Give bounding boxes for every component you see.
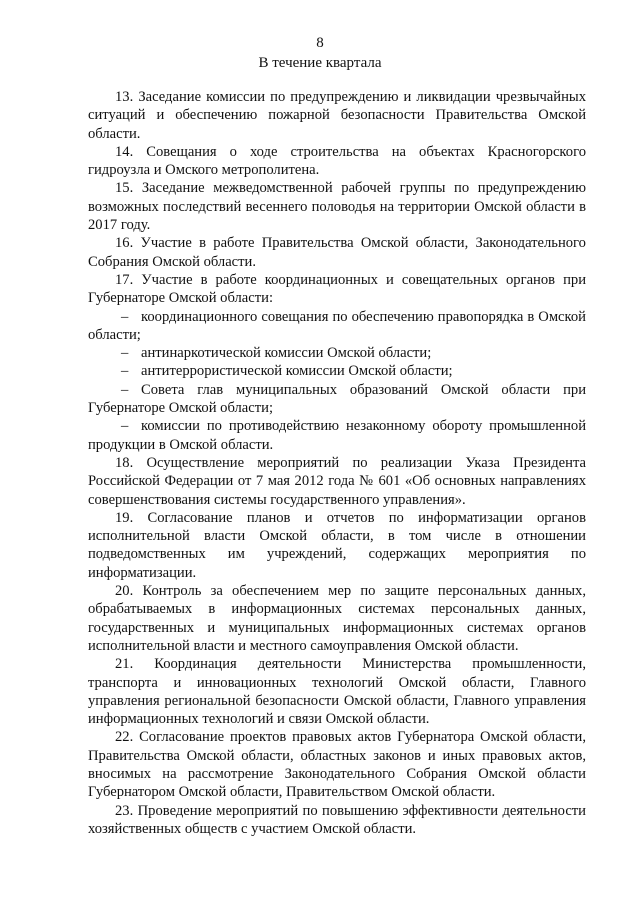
item-text: Координация деятельности Министерства промышленности, транспорта и инновационных технологий Омской области, Главного управления региональной безопасности Омской области, Главного управления информационных технологий и связи Омской области. — [88, 656, 586, 728]
plan-subitem — [88, 362, 586, 380]
plan-item-19 — [88, 509, 586, 582]
plan-subitem — [88, 417, 586, 454]
dash-marker: – — [121, 345, 129, 362]
item-text: Участие в работе координационных и совещательных органов при Губернаторе Омской области: — [88, 271, 586, 307]
item-number: 18. — [115, 454, 134, 471]
item-number: 21. — [115, 656, 134, 673]
plan-item-16 — [88, 234, 586, 271]
item-text: Проведение мероприятий по повышению эффективности деятельности хозяйственных обществ с участием Омской области. — [88, 802, 586, 837]
item-text: Контроль за обеспечением мер по защите персональных данных, обрабатываемых в информационных системах персональных данных, государственных и муниципальных информационных системах органов исполнительной власти и местного самоуправления Омской области. — [88, 583, 586, 654]
plan-item-20 — [88, 582, 586, 655]
item-number: 16. — [115, 235, 134, 252]
plan-item-14 — [88, 143, 586, 180]
plan-items-list — [88, 88, 586, 838]
item-text: Заседание межведомственной рабочей группы по предупреждению возможных последствий весеннего половодья на территории Омской области в 2017 году. — [88, 180, 586, 234]
item-text: Осуществление мероприятий по реализации Указа Президента Российской Федерации от 7 мая 2012 года № 601 «Об основных направлениях совершенствования системы государственного управления». — [88, 454, 586, 508]
item-number: 20. — [115, 583, 134, 600]
item-number: 17. — [115, 271, 134, 288]
item-number: 23. — [115, 802, 134, 819]
item-number: 13. — [115, 89, 134, 105]
page-number: 8 — [316, 35, 324, 51]
subitem-text: антинаркотической комиссии Омской области; — [141, 345, 432, 362]
plan-item-17 — [88, 271, 586, 308]
plan-item-13 — [88, 88, 586, 143]
item-number: 19. — [115, 509, 134, 526]
subitem-text: Совета глав муниципальных образований Омской области при Губернаторе Омской области; — [88, 381, 586, 417]
plan-subitem — [88, 308, 586, 345]
section-heading: В течение квартала — [258, 55, 382, 71]
item-text: Участие в работе Правительства Омской области, Законодательного Собрания Омской области. — [88, 235, 586, 270]
item-text: Совещания о ходе строительства на объектах Красногорского гидроузла и Омского метрополитена. — [88, 143, 586, 179]
plan-subitem — [88, 381, 586, 418]
plan-item-23 — [88, 802, 586, 839]
subitem-text: координационного совещания по обеспечению правопорядка в Омской области; — [88, 308, 586, 343]
item-number: 15. — [115, 180, 134, 197]
item-text: Заседание комиссии по предупреждению и ликвидации чрезвычайных ситуаций и обеспечению пожарной безопасности Правительства Омской области. — [88, 89, 586, 142]
item-text: Согласование проектов правовых актов Губернатора Омской области, Правительства Омской области, областных законов и иных правовых актов, вносимых на рассмотрение Законодательного Собрания Омской области Губернатором Омской области, Правительством Омской области. — [88, 729, 586, 801]
plan-item-21 — [88, 655, 586, 728]
plan-subitem — [88, 344, 586, 362]
dash-marker: – — [121, 363, 129, 380]
plan-item-15 — [88, 179, 586, 234]
item-number: 22. — [115, 729, 134, 746]
plan-item-22 — [88, 728, 586, 801]
plan-item-18 — [88, 454, 586, 509]
item-text: Согласование планов и отчетов по информатизации органов исполнительной власти Омской области, в том числе в отношении подведомственных им учреждений, содержащих мероприятия по информатизации. — [88, 509, 586, 581]
dash-marker: – — [121, 308, 129, 325]
subitem-text: комиссии по противодействию незаконному обороту промышленной продукции в Омской области. — [88, 418, 586, 453]
item-number: 14. — [115, 143, 134, 160]
dash-marker: – — [121, 381, 129, 398]
dash-marker: – — [121, 418, 129, 435]
subitem-text: антитеррористической комиссии Омской области; — [141, 363, 453, 380]
